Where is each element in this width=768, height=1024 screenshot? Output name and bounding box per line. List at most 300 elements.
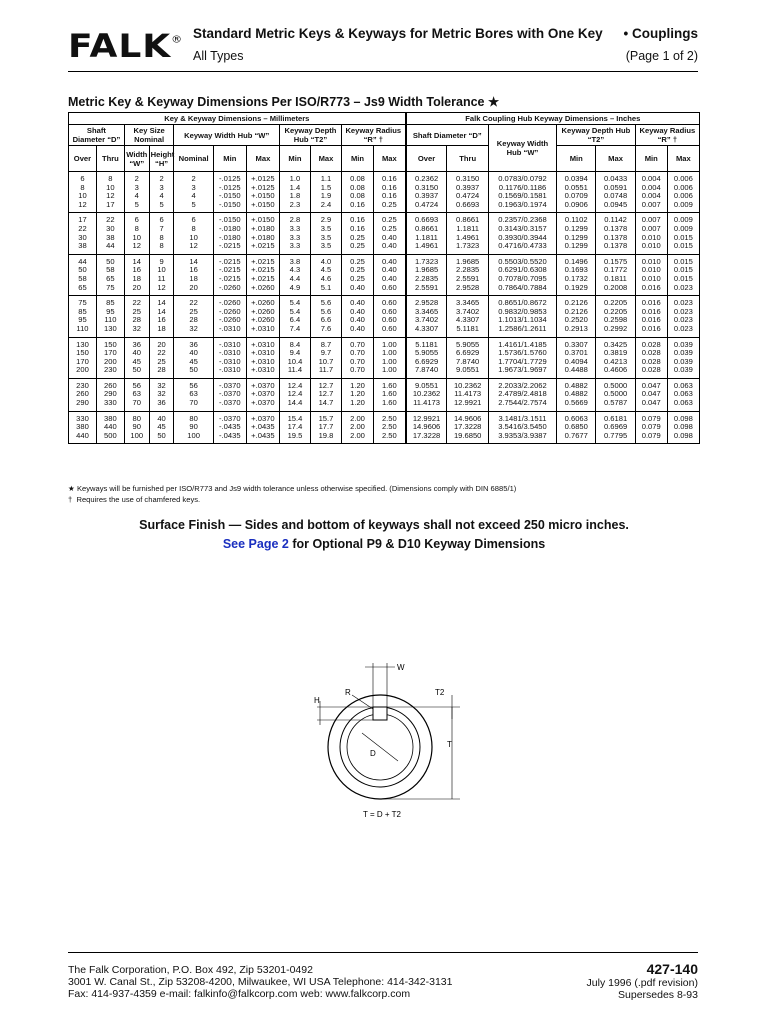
table-cell: 4.9 (279, 284, 310, 296)
table-cell: +.0370 (246, 390, 279, 399)
table-cell: 3.9353/3.9387 (488, 432, 556, 444)
table-cell: 2 (174, 172, 213, 184)
table-cell: 0.60 (374, 296, 406, 308)
table-cell: 32 (174, 325, 213, 337)
table-cell: 22 (124, 296, 149, 308)
section-title: Metric Key & Keyway Dimensions Per ISO/R773 – Js9 Width Tolerance ★ (68, 95, 500, 109)
table-cell: +.0310 (246, 325, 279, 337)
formula-label: T = D + T2 (363, 810, 401, 819)
table-cell: 50 (174, 366, 213, 378)
sub-over: Over (69, 146, 97, 172)
table-cell: 0.70 (341, 358, 373, 367)
table-cell: 0.3143/0.3157 (488, 225, 556, 234)
table-cell: 1.2586/1.2611 (488, 325, 556, 337)
note-star: ★ Keyways will be furnished per ISO/R773 and Js9 width tolerance unless otherwise specified. (Dimensions comply with DIN 6885/1) (68, 484, 517, 493)
table-cell: 9.4 (279, 349, 310, 358)
table-cell: 0.3937 (447, 184, 488, 193)
table-cell: 0.16 (374, 184, 406, 193)
table-cell: 8 (124, 225, 149, 234)
table-cell: 2.5591 (406, 284, 447, 296)
table-cell: 3 (124, 184, 149, 193)
table-cell: 8 (69, 184, 97, 193)
table-cell: 0.010 (635, 242, 667, 254)
table-cell: -.0260 (213, 308, 246, 317)
table-cell: 28 (174, 316, 213, 325)
table-cell: 1.9685 (406, 266, 447, 275)
star-icon: ★ (68, 484, 75, 493)
table-cell: 2.50 (374, 411, 406, 423)
table-cell: 0.006 (667, 192, 699, 201)
document-title: Standard Metric Keys & Keyways for Metric Bores with One Key (193, 26, 603, 41)
table-cell: 3.7402 (447, 308, 488, 317)
table-cell: 0.016 (635, 325, 667, 337)
table-cell: 0.4882 (557, 390, 596, 399)
table-cell: 12.9921 (406, 411, 447, 423)
table-cell: 8 (149, 242, 174, 254)
table-cell: -.0310 (213, 337, 246, 349)
table-cell: 380 (96, 411, 124, 423)
table-cell: 20 (149, 337, 174, 349)
table-row (69, 366, 700, 378)
table-cell: +.0215 (246, 275, 279, 284)
table-cell: +.0215 (246, 254, 279, 266)
table-cell: 0.6181 (596, 411, 635, 423)
table-cell: 45 (124, 358, 149, 367)
table-cell: 2.9 (310, 213, 341, 225)
table-cell: 150 (69, 349, 97, 358)
table-cell: 330 (69, 411, 97, 423)
table-cell: 0.2520 (557, 316, 596, 325)
table-cell: 8 (96, 172, 124, 184)
table-cell: 90 (174, 423, 213, 432)
table-cell: 130 (96, 325, 124, 337)
table-cell: 0.25 (341, 275, 373, 284)
sub-max: Max (596, 146, 635, 172)
table-cell: 0.028 (635, 349, 667, 358)
table-cell: 4.5 (310, 266, 341, 275)
footer-address: The Falk Corporation, P.O. Box 492, Zip 53201-0492 3001 W. Canal St., Zip 53208-4200, Milwaukee, WI USA Telephone: 414-342-3131 Fax: 414-937-4359 e-mail: falkinfo@falkcorp.com web: www.falkcorp.com (68, 964, 453, 1000)
table-cell: -.0370 (213, 390, 246, 399)
table-cell: 0.7078/0.7095 (488, 275, 556, 284)
document-category: • Couplings (623, 26, 698, 41)
table-cell: 0.098 (667, 411, 699, 423)
table-cell: 0.3150 (406, 184, 447, 193)
table-cell: 500 (96, 432, 124, 444)
registered-mark: ® (171, 33, 184, 46)
table-cell: 8 (149, 234, 174, 243)
table-cell: 0.25 (374, 201, 406, 213)
table-cell: 3.3 (279, 242, 310, 254)
table-cell: 0.1963/0.1974 (488, 201, 556, 213)
table-cell: 14 (149, 308, 174, 317)
table-cell: 14.7 (310, 399, 341, 411)
table-cell: 11.7 (310, 366, 341, 378)
table-cell: 20 (174, 284, 213, 296)
table-cell: 0.1378 (596, 234, 635, 243)
table-cell: 0.016 (635, 296, 667, 308)
table-cell: 2.9528 (406, 296, 447, 308)
sub-nominal: Nominal (174, 146, 213, 172)
table-cell: 2.50 (374, 423, 406, 432)
t2-label: T2 (435, 688, 445, 697)
table-cell: 4 (149, 192, 174, 201)
table-cell: 0.25 (341, 254, 373, 266)
table-cell: 3.8 (279, 254, 310, 266)
table-cell: 0.16 (341, 213, 373, 225)
table-cell: 2.00 (341, 411, 373, 423)
table-row (69, 172, 700, 184)
table-cell: 9 (149, 254, 174, 266)
table-cell: 18 (174, 275, 213, 284)
table-cell: 0.25 (374, 213, 406, 225)
table-cell: 0.3425 (596, 337, 635, 349)
table-cell: 6 (174, 213, 213, 225)
header-keyway-depth: Keyway Depth Hub “T2” (279, 125, 341, 146)
table-cell: 56 (124, 378, 149, 390)
table-cell: 1.7323 (406, 254, 447, 266)
table-cell: 0.25 (341, 234, 373, 243)
table-cell: 0.047 (635, 399, 667, 411)
table-cell: 330 (96, 399, 124, 411)
table-cell: -.0310 (213, 325, 246, 337)
table-cell: 32 (124, 325, 149, 337)
sub-over: Over (406, 146, 447, 172)
table-cell: 0.40 (374, 275, 406, 284)
table-cell: 150 (96, 337, 124, 349)
table-cell: 11 (149, 275, 174, 284)
table-cell: 2.3 (279, 201, 310, 213)
table-cell: 230 (96, 366, 124, 378)
table-cell: 0.6850 (557, 423, 596, 432)
table-cell: 0.0551 (557, 184, 596, 193)
table-cell: 6.4 (279, 316, 310, 325)
table-cell: 16 (149, 316, 174, 325)
table-cell: 9.0551 (406, 378, 447, 390)
table-cell: +.0370 (246, 411, 279, 423)
table-cell: 0.079 (635, 411, 667, 423)
table-cell: 0.25 (374, 225, 406, 234)
header-keyway-radius-in: Keyway Radius “R” † (635, 125, 699, 146)
table-cell: 4.3 (279, 266, 310, 275)
table-cell: 0.4606 (596, 366, 635, 378)
t-label: T (447, 740, 452, 749)
table-cell: 5 (149, 201, 174, 213)
table-cell: 0.098 (667, 423, 699, 432)
w-label: W (397, 663, 405, 672)
table-cell: 0.028 (635, 358, 667, 367)
table-cell: 0.009 (667, 225, 699, 234)
table-cell: 1.9 (310, 192, 341, 201)
header-divider (68, 71, 698, 72)
table-cell: 25 (124, 308, 149, 317)
see-page-note: See Page 2 for Optional P9 & D10 Keyway Dimensions (222, 537, 546, 551)
table-cell: 17 (69, 213, 97, 225)
sub-min: Min (279, 146, 310, 172)
table-cell: 0.1929 (557, 284, 596, 296)
table-cell: 290 (69, 399, 97, 411)
table-cell: 2.00 (341, 432, 373, 444)
table-cell: 0.010 (635, 234, 667, 243)
table-cell: 110 (69, 325, 97, 337)
table-cell: 5.1181 (447, 325, 488, 337)
table-cell: 0.60 (374, 308, 406, 317)
table-cell: 10 (124, 234, 149, 243)
table-cell: 0.015 (667, 266, 699, 275)
table-cell: +.0260 (246, 284, 279, 296)
d-leader-2 (380, 747, 398, 761)
table-cell: 80 (124, 411, 149, 423)
table-cell: 0.3937 (406, 192, 447, 201)
table-cell: 40 (149, 411, 174, 423)
table-cell: 5.4 (279, 296, 310, 308)
table-cell: 30 (96, 225, 124, 234)
table-cell: 0.1142 (596, 213, 635, 225)
table-cell: 10.7 (310, 358, 341, 367)
table-cell: 1.4961 (406, 242, 447, 254)
table-cell: 12.4 (279, 378, 310, 390)
table-cell: 130 (69, 337, 97, 349)
table-cell: 0.010 (635, 275, 667, 284)
table-cell: 2.9528 (447, 284, 488, 296)
table-cell: 0.2357/0.2368 (488, 213, 556, 225)
table-cell: 19.5 (279, 432, 310, 444)
surface-finish-note: Surface Finish — Sides and bottom of keyways shall not exceed 250 micro inches. (139, 518, 629, 532)
table-cell: 0.08 (341, 172, 373, 184)
table-cell: 80 (174, 411, 213, 423)
table-cell: 3.7402 (406, 316, 447, 325)
table-row (69, 296, 700, 308)
table-cell: -.0150 (213, 192, 246, 201)
table-cell: +.0180 (246, 225, 279, 234)
table-cell: +.0125 (246, 184, 279, 193)
table-cell: 0.1811 (596, 275, 635, 284)
table-cell: +.0150 (246, 201, 279, 213)
table-cell: 0.1496 (557, 254, 596, 266)
table-cell: 2 (149, 172, 174, 184)
table-cell: 0.023 (667, 325, 699, 337)
table-cell: 19.6850 (447, 432, 488, 444)
table-cell: 65 (69, 284, 97, 296)
table-cell: 0.4882 (557, 378, 596, 390)
table-cell: 0.1732 (557, 275, 596, 284)
table-cell: 5.9055 (447, 337, 488, 349)
table-cell: 14.4 (279, 399, 310, 411)
page-indicator: (Page 1 of 2) (625, 49, 698, 63)
table-cell: 5 (124, 201, 149, 213)
keyway-dimensions-table (68, 112, 700, 444)
sub-min: Min (213, 146, 246, 172)
table-cell: 0.0783/0.0792 (488, 172, 556, 184)
d-label: D (370, 749, 376, 758)
table-cell: 11.4173 (406, 399, 447, 411)
table-cell: 8 (174, 225, 213, 234)
table-cell: 0.4724 (406, 201, 447, 213)
table-cell: 20 (124, 284, 149, 296)
table-cell: -.0215 (213, 266, 246, 275)
table-cell: 25 (149, 358, 174, 367)
table-cell: 0.2992 (596, 325, 635, 337)
table-cell: 16 (174, 266, 213, 275)
table-cell: 0.0906 (557, 201, 596, 213)
table-cell: 0.0394 (557, 172, 596, 184)
table-cell: 0.2362 (406, 172, 447, 184)
table-cell: 6 (124, 213, 149, 225)
table-cell: 3.3 (279, 234, 310, 243)
sub-width: Width “W” (124, 146, 149, 172)
table-cell: -.0215 (213, 254, 246, 266)
table-cell: +.0370 (246, 378, 279, 390)
table-cell: 58 (69, 275, 97, 284)
table-cell: 1.1811 (406, 234, 447, 243)
table-cell: -.0310 (213, 358, 246, 367)
table-cell: 0.016 (635, 308, 667, 317)
table-cell: 10.2362 (447, 378, 488, 390)
table-cell: 0.1569/0.1581 (488, 192, 556, 201)
table-cell: 50 (96, 254, 124, 266)
table-cell: 0.047 (635, 378, 667, 390)
table-cell: 0.015 (667, 275, 699, 284)
table-cell: 17.3228 (406, 432, 447, 444)
table-cell: -.0260 (213, 316, 246, 325)
table-cell: 0.16 (374, 172, 406, 184)
table-cell: 8.4 (279, 337, 310, 349)
table-cell: 0.2126 (557, 296, 596, 308)
table-cell: 4.0 (310, 254, 341, 266)
table-cell: 0.40 (341, 308, 373, 317)
bullet-icon: • (623, 26, 629, 41)
table-cell: 230 (69, 378, 97, 390)
document-subtitle: All Types (193, 49, 244, 63)
table-cell: 12 (149, 284, 174, 296)
table-cell: 0.7795 (596, 432, 635, 444)
table-cell: 4.4 (279, 275, 310, 284)
table-cell: 65 (96, 275, 124, 284)
table-cell: 0.063 (667, 390, 699, 399)
table-cell: -.0125 (213, 184, 246, 193)
star-icon: ★ (487, 95, 500, 109)
table-cell: 36 (124, 337, 149, 349)
table-cell: +.0215 (246, 242, 279, 254)
table-cell: 3.3465 (406, 308, 447, 317)
table-cell: 0.1575 (596, 254, 635, 266)
falk-logo: FALK® (68, 28, 184, 65)
table-cell: 50 (69, 266, 97, 275)
table-row (69, 201, 700, 213)
table-cell: 0.1102 (557, 213, 596, 225)
table-cell: 0.010 (635, 254, 667, 266)
table-cell: 18 (124, 275, 149, 284)
table-cell: 12 (96, 192, 124, 201)
table-cell: 0.4724 (447, 192, 488, 201)
table-cell: 0.3150 (447, 172, 488, 184)
table-cell: +.0125 (246, 172, 279, 184)
table-cell: 95 (69, 316, 97, 325)
table-cell: 0.079 (635, 432, 667, 444)
table-cell: 0.0709 (557, 192, 596, 201)
table-cell: 0.063 (667, 399, 699, 411)
table-cell: 17.7 (310, 423, 341, 432)
table-cell: 0.1299 (557, 242, 596, 254)
table-cell: 0.0591 (596, 184, 635, 193)
table-cell: 38 (69, 242, 97, 254)
table-cell: 7.8740 (447, 358, 488, 367)
table-cell: 4 (174, 192, 213, 201)
table-cell: 58 (96, 266, 124, 275)
table-cell: 0.40 (341, 284, 373, 296)
sub-min: Min (635, 146, 667, 172)
table-cell: 17.4 (279, 423, 310, 432)
table-cell: 45 (174, 358, 213, 367)
table-cell: 63 (124, 390, 149, 399)
table-cell: 0.2913 (557, 325, 596, 337)
table-cell: 10.2362 (406, 390, 447, 399)
table-cell: 0.007 (635, 225, 667, 234)
table-cell: 0.70 (341, 337, 373, 349)
footer-divider (68, 952, 698, 953)
table-cell: 10 (96, 184, 124, 193)
table-cell: 5.6 (310, 296, 341, 308)
table-cell: 6.6 (310, 316, 341, 325)
sub-min: Min (557, 146, 596, 172)
table-cell: 0.039 (667, 366, 699, 378)
table-cell: 1.8 (279, 192, 310, 201)
header-keyway-width: Keyway Width Hub “W” (174, 125, 279, 146)
table-cell: 0.007 (635, 213, 667, 225)
table-cell: 12 (124, 242, 149, 254)
table-cell: 100 (124, 432, 149, 444)
table-cell: 0.023 (667, 296, 699, 308)
table-cell: 2 (124, 172, 149, 184)
table-cell: 0.5503/0.5520 (488, 254, 556, 266)
table-cell: 1.1013/1.1034 (488, 316, 556, 325)
table-cell: 12.7 (310, 378, 341, 390)
table-cell: 0.3701 (557, 349, 596, 358)
table-body (69, 172, 700, 444)
table-cell: 32 (149, 378, 174, 390)
table-cell: 2.5591 (447, 275, 488, 284)
table-cell: +.0260 (246, 316, 279, 325)
table-cell: 15.4 (279, 411, 310, 423)
table-cell: 0.40 (374, 242, 406, 254)
see-page-2-link[interactable]: See Page 2 (222, 537, 289, 551)
table-cell: 22 (174, 296, 213, 308)
header-keyway-depth-in: Keyway Depth Hub “T2” (557, 125, 636, 146)
table-cell: 1.7704/1.7729 (488, 358, 556, 367)
doc-number: 427-140 (646, 961, 698, 977)
table-cell: 260 (96, 378, 124, 390)
table-cell: 170 (69, 358, 97, 367)
table-cell: 15.7 (310, 411, 341, 423)
table-cell: 6.6929 (406, 358, 447, 367)
table-cell: 1.4 (279, 184, 310, 193)
table-cell: 4.3307 (406, 325, 447, 337)
table-cell: 50 (124, 366, 149, 378)
table-cell: 0.2008 (596, 284, 635, 296)
table-cell: 0.6693 (406, 213, 447, 225)
table-cell: -.0215 (213, 242, 246, 254)
table-cell: 12 (174, 242, 213, 254)
table-row (69, 242, 700, 254)
table-cell: -.0310 (213, 366, 246, 378)
table-cell: +.0310 (246, 358, 279, 367)
table-cell: +.0180 (246, 234, 279, 243)
table-cell: 0.08 (341, 184, 373, 193)
header-shaft-diameter-mm: Shaft Diameter “D” (69, 125, 125, 146)
table-cell: 0.039 (667, 349, 699, 358)
table-cell: 0.004 (635, 192, 667, 201)
table-cell: 0.2205 (596, 308, 635, 317)
table-cell: 3 (174, 184, 213, 193)
